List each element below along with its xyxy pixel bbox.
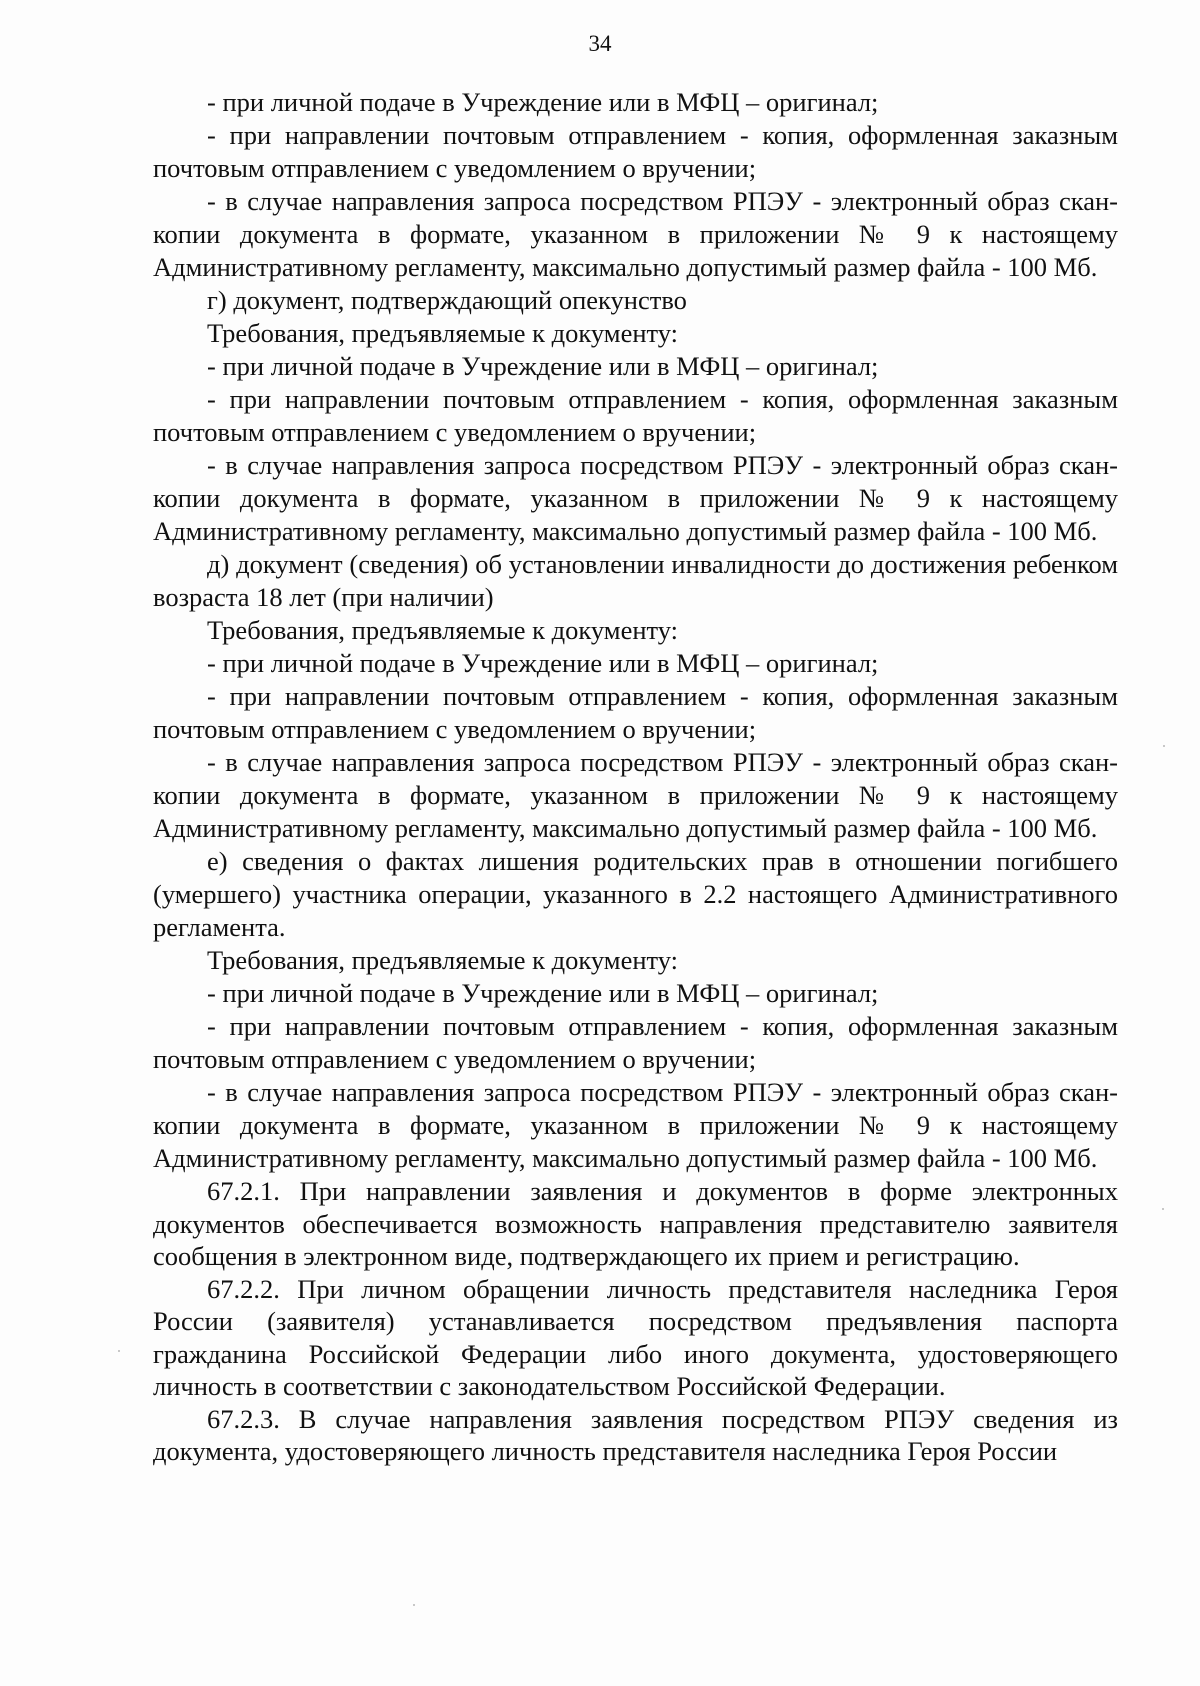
paragraph: - в случае направления запроса посредством РПЭУ - электронный образ скан-копии документа в формате, указанном в приложении № 9 к настоящему Административному регламенту, максимально допустимый размер файла - 100 Мб. bbox=[153, 186, 1118, 282]
paragraph: - при личной подаче в Учреждение или в МФЦ – оригинал; bbox=[207, 978, 879, 1008]
paragraph: - при личной подаче в Учреждение или в МФЦ – оригинал; bbox=[207, 648, 879, 678]
scan-speck bbox=[1162, 1208, 1164, 1210]
paragraph: - в случае направления запроса посредством РПЭУ - электронный образ скан-копии документа в формате, указанном в приложении № 9 к настоящему Административному регламенту, максимально допустимый размер файла - 100 Мб. bbox=[153, 747, 1118, 843]
paragraph: г) документ, подтверждающий опекунство bbox=[207, 285, 687, 315]
scan-speck bbox=[413, 1604, 415, 1606]
paragraph: - при направлении почтовым отправлением - копия, оформленная заказным почтовым отправлением с уведомлением о вручении; bbox=[153, 681, 1118, 744]
paragraph: 67.2.1. При направлении заявления и документов в форме электронных документов обеспечивается возможность направления представителю заявителя сообщения в электронном виде, подтверждающего их прием и регистрацию. bbox=[153, 1176, 1118, 1271]
paragraph: 67.2.2. При личном обращении личность представителя наследника Героя России (заявителя) устанавливается посредством предъявления паспорта гражданина Российской Федерации либо иного документа, удостоверяющего личность в соответствии с законодательством Российской Федерации. bbox=[153, 1273, 1118, 1401]
scan-speck bbox=[1163, 745, 1165, 747]
document-body bbox=[153, 86, 1118, 1468]
paragraph: - при направлении почтовым отправлением - копия, оформленная заказным почтовым отправлением с уведомлением о вручении; bbox=[153, 120, 1118, 183]
paragraph: - в случае направления запроса посредством РПЭУ - электронный образ скан-копии документа в формате, указанном в приложении № 9 к настоящему Административному регламенту, максимально допустимый размер файла - 100 Мб. bbox=[153, 1077, 1118, 1173]
paragraph: д) документ (сведения) об установлении инвалидности до достижения ребенком возраста 18 лет (при наличии) bbox=[153, 549, 1118, 612]
paragraph: Требования, предъявляемые к документу: bbox=[207, 945, 679, 975]
paragraph: - в случае направления запроса посредством РПЭУ - электронный образ скан-копии документа в формате, указанном в приложении № 9 к настоящему Административному регламенту, максимально допустимый размер файла - 100 Мб. bbox=[153, 450, 1118, 546]
paragraph: - при направлении почтовым отправлением - копия, оформленная заказным почтовым отправлением с уведомлением о вручении; bbox=[153, 1011, 1118, 1074]
scan-speck bbox=[118, 1350, 120, 1352]
paragraph: Требования, предъявляемые к документу: bbox=[207, 318, 679, 348]
paragraph: - при личной подаче в Учреждение или в МФЦ – оригинал; bbox=[207, 351, 879, 381]
page-number: 34 bbox=[588, 31, 612, 56]
paragraph: 67.2.3. В случае направления заявления посредством РПЭУ сведения из документа, удостоверяющего личность представителя наследника Героя России bbox=[153, 1403, 1118, 1466]
paragraph: Требования, предъявляемые к документу: bbox=[207, 615, 679, 645]
paragraph: - при направлении почтовым отправлением - копия, оформленная заказным почтовым отправлением с уведомлением о вручении; bbox=[153, 384, 1118, 447]
paragraph: - при личной подаче в Учреждение или в МФЦ – оригинал; bbox=[207, 87, 879, 117]
paragraph: е) сведения о фактах лишения родительских прав в отношении погибшего (умершего) участника операции, указанного в 2.2 настоящего Административного регламента. bbox=[153, 846, 1118, 942]
